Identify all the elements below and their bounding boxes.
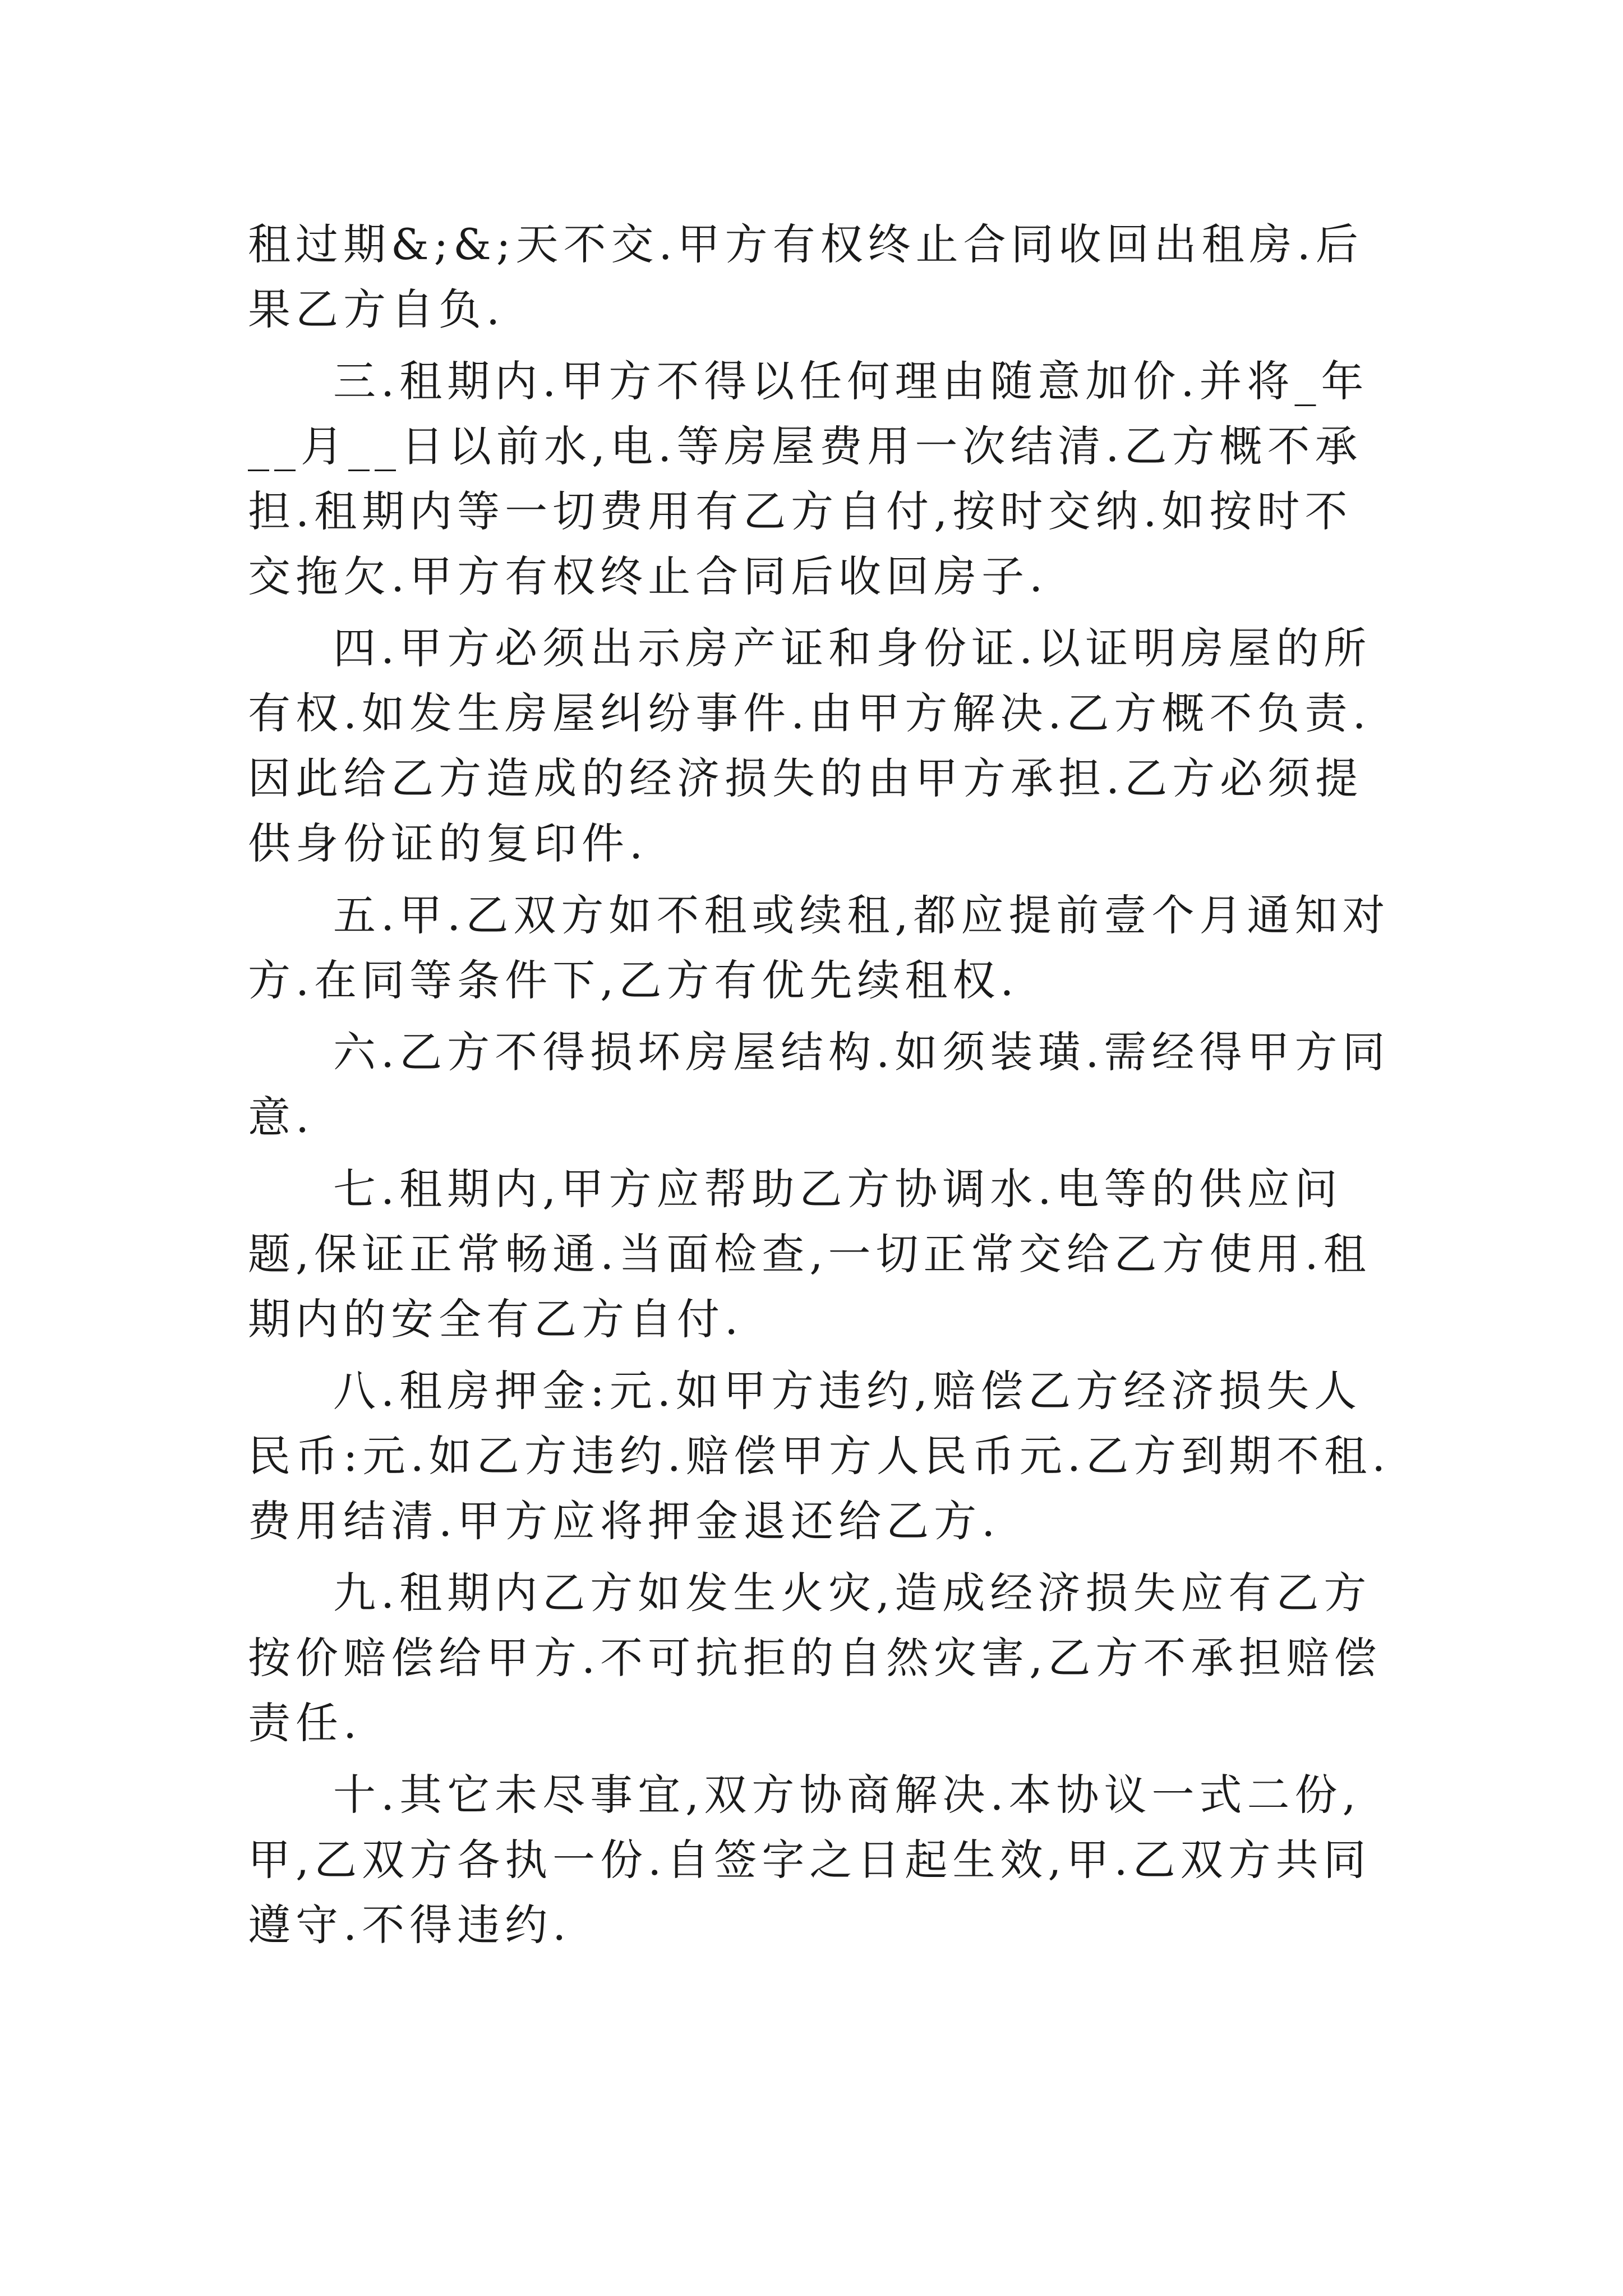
clause-4: 四.甲方必须出示房产证和身份证.以证明房屋的所有权.如发生房屋纠纷事件.由甲方解决.乙方概不负责.因此给乙方造成的经济损失的由甲方承担.乙方必须提供身份证的复印件. — [248, 623, 1372, 868]
clause-10: 十.其它未尽事宜,双方协商解决.本协议一式二份,甲,乙双方各执一份.自签字之日起生效,甲.乙双方共同遵守.不得违约. — [248, 1770, 1371, 1950]
document-body — [248, 212, 1392, 1964]
clause-6: 六.乙方不得损坏房屋结构.如须装璜.需经得甲方同意. — [248, 1027, 1390, 1142]
clause-8: 八.租房押金:元.如甲方违约,赔偿乙方经济损失人民币:元.如乙方违约.赔偿甲方人民币元.乙方到期不租.费用结清.甲方应将押金退还给乙方. — [248, 1366, 1391, 1546]
paragraph-continuation: 租过期&;&;天不交.甲方有权终止合同收回出租房.后果乙方自负. — [248, 219, 1363, 334]
clause-5: 五.甲.乙双方如不租或续租,都应提前壹个月通知对方.在同等条件下,乙方有优先续租权. — [248, 890, 1390, 1005]
clause-3: 三.租期内.甲方不得以任何理由随意加价.并将_年__月__日以前水,电.等房屋费用一次结清.乙方概不承担.租期内等一切费用有乙方自付,按时交纳.如按时不交拖欠.甲方有权终止合同后收回房子. — [248, 356, 1369, 601]
clause-7: 七.租期内,甲方应帮助乙方协调水.电等的供应问题,保证正常畅通.当面检查,一切正常交给乙方使用.租期内的安全有乙方自付. — [248, 1164, 1371, 1344]
clause-9: 九.租期内乙方如发生火灾,造成经济损失应有乙方按价赔偿给甲方.不可抗拒的自然灾害,乙方不承担赔偿责任. — [248, 1568, 1382, 1748]
